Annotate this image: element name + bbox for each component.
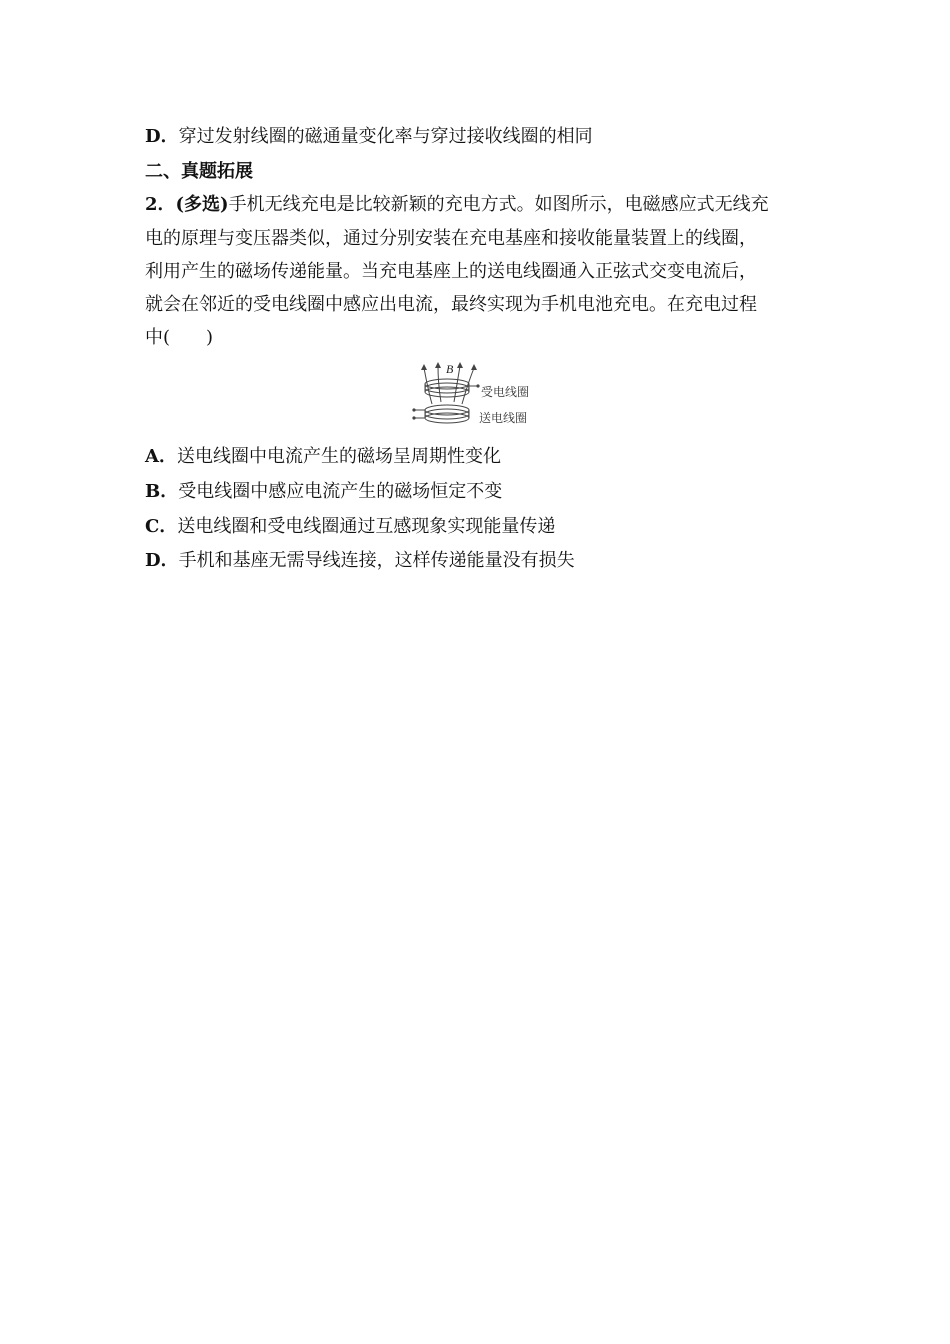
option-text: 受电线圈中感应电流产生的磁场恒定不变 [178, 481, 503, 502]
question-number: 2． [145, 194, 176, 215]
upper-coil-terminal [476, 384, 479, 387]
option-d [145, 550, 575, 572]
lower-coil-label: 送电线圈 [479, 411, 528, 425]
question-text: 手机无线充电是比较新颖的充电方式。如图所示，电磁感应式无线充 [228, 194, 769, 215]
upper-coil [425, 379, 478, 397]
question-line-4: 就会在邻近的受电线圈中感应出电流，最终实现为手机电池充电。在充电过程 [145, 294, 757, 315]
option-text: 穿过发射线圈的磁通量变化率与穿过接收线圈的相同 [178, 126, 593, 147]
option-c [145, 516, 555, 538]
lower-coil-terminal [412, 408, 415, 411]
upper-coil-label: 受电线圈 [481, 385, 530, 399]
question-line-1 [145, 194, 769, 216]
option-label: D． [145, 550, 179, 571]
option-label: C． [145, 516, 178, 537]
coil-diagram [408, 360, 548, 432]
option-label: D． [145, 126, 179, 147]
section-heading: 二、真题拓展 [145, 161, 253, 182]
option-text: 送电线圈中电流产生的磁场呈周期性变化 [176, 446, 501, 467]
previous-option-d [145, 126, 593, 148]
option-label: B． [145, 481, 179, 502]
lower-coil-terminal [412, 416, 415, 419]
option-text: 手机和基座无需导线连接，这样传递能量没有损失 [178, 550, 575, 571]
option-label: A． [145, 446, 177, 467]
question-line-5: 中( ) [145, 327, 214, 348]
option-b [145, 481, 502, 503]
question-tag: (多选) [175, 194, 229, 215]
option-a [145, 446, 501, 468]
question-line-2: 电的原理与变压器类似，通过分别安装在充电基座和接收能量装置上的线圈， [145, 228, 757, 249]
lower-coil [414, 405, 469, 423]
option-text: 送电线圈和受电线圈通过互感现象实现能量传递 [177, 516, 556, 537]
question-line-3: 利用产生的磁场传递能量。当充电基座上的送电线圈通入正弦式交变电流后， [145, 261, 757, 282]
field-label-b: B [446, 362, 454, 376]
